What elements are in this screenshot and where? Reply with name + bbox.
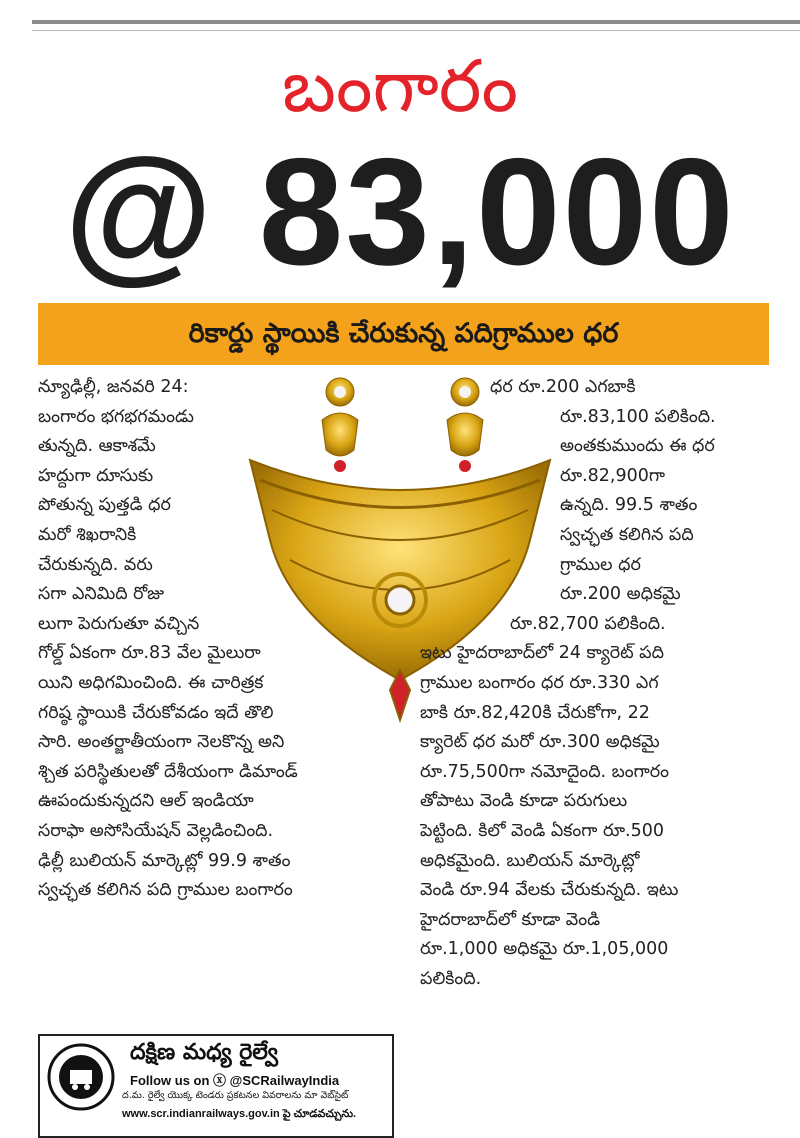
right-line: అంతకుముందు ఈ ధర — [560, 436, 715, 457]
right-line: వెండి రూ.94 వేలకు చేరుకున్నది. ఇటు — [420, 880, 679, 901]
top-rule — [32, 20, 800, 24]
right-line: ఇటు హైదరాబాద్‌లో 24 క్యారెట్ పది — [420, 643, 664, 664]
railway-ad — [38, 1034, 394, 1138]
ad-title: దక్షిణ మధ్య రైల్వే — [130, 1040, 278, 1065]
left-line: సగా ఎనిమిది రోజు — [38, 584, 165, 605]
right-line: గ్రాముల బంగారం ధర రూ.330 ఎగ — [420, 672, 659, 693]
right-line: బాకి రూ.82,420కి చేరుకోగా, 22 — [420, 702, 650, 723]
right-line: గ్రాముల ధర — [560, 554, 641, 575]
left-line: పోతున్న పుత్తడి ధర — [38, 495, 171, 516]
left-line: గరిష్ఠ స్థాయికి చేరుకోవడం ఇదే తొలి — [38, 702, 274, 723]
left-line: యిని అధిగమించింది. ఈ చారిత్రక — [38, 672, 264, 693]
left-line: లుగా పెరుగుతూ వచ్చిన — [38, 613, 200, 634]
top-rule-thin — [32, 30, 800, 31]
left-line: గోల్డ్ ఏకంగా రూ.83 వేల మైలురా — [38, 643, 261, 664]
kicker-title: బంగారం — [281, 44, 519, 128]
left-line: సరాఫా అసోసియేషన్ వెల్లడించింది. — [38, 820, 274, 841]
subhead-bar — [38, 303, 769, 365]
right-line: ధర రూ.200 ఎగబాకి — [490, 377, 636, 397]
left-line: సారి. అంతర్జాతీయంగా నెలకొన్న అని — [38, 732, 285, 753]
left-line: ఊపందుకున్నదని ఆల్ ఇండియా — [38, 791, 254, 812]
right-line: అధికమైంది. బులియన్ మార్కెట్లో — [420, 850, 640, 871]
left-line: మరో శిఖరానికి — [38, 524, 137, 545]
left-line: బంగారం భగభగమండు — [38, 406, 194, 427]
ad-url: www.scr.indianrailways.gov.in పై చూడవచ్చును. — [122, 1108, 357, 1120]
article-right-column — [420, 373, 768, 994]
left-line: స్వచ్ఛత కలిగిన పది గ్రాముల బంగారం — [38, 880, 293, 901]
right-line: రూ.82,700 పలికింది. — [510, 613, 666, 634]
right-line: రూ.1,000 అధికమై రూ.1,05,000 — [420, 939, 669, 960]
right-line: హైదరాబాద్‌లో కూడా వెండి — [420, 909, 601, 930]
ad-note: ద.మ. రైల్వే యొక్క టెండరు ప్రకటనల వివరాలను మా వెబ్‌సైట్ — [122, 1090, 349, 1101]
right-line: స్వచ్ఛత కలిగిన పది — [560, 524, 694, 545]
left-line: హద్దుగా దూసుకు — [38, 465, 154, 486]
right-line: రూ.75,500గా నమోదైంది. బంగారం — [420, 761, 670, 782]
headline-price: @ 83,000 — [64, 127, 736, 297]
left-line: చేరుకున్నది. వరు — [38, 554, 153, 575]
right-line: రూ.83,100 పలికింది. — [560, 406, 716, 427]
left-line: న్యూఢిల్లీ, జనవరి 24: — [38, 377, 189, 397]
ad-follow-text: Follow us on ⓧ @SCRailwayIndia — [130, 1073, 340, 1088]
right-line: పలికింది. — [420, 968, 482, 989]
article-left-column — [38, 373, 380, 906]
right-line: పెట్టింది. కిలో వెండి ఏకంగా రూ.500 — [420, 820, 665, 841]
left-line: ఢిల్లీ బులియన్ మార్కెట్లో 99.9 శాతం — [38, 850, 291, 871]
left-line: తున్నది. ఆకాశమే — [38, 436, 156, 457]
right-line: తోపాటు వెండి కూడా పరుగులు — [420, 791, 628, 812]
right-line: ఉన్నది. 99.5 శాతం — [560, 495, 698, 516]
right-line: రూ.82,900గా — [560, 465, 665, 486]
left-line: శ్చిత పరిస్థితులతో దేశీయంగా డిమాండ్ — [38, 761, 298, 782]
right-line: క్యారెట్ ధర మరో రూ.300 అధికమై — [420, 732, 660, 753]
subhead-text: రికార్డు స్థాయికి చేరుకున్న పదిగ్రాముల ధర — [188, 318, 619, 349]
right-line: రూ.200 అధికమై — [560, 584, 681, 605]
railway-logo-icon — [46, 1042, 116, 1112]
